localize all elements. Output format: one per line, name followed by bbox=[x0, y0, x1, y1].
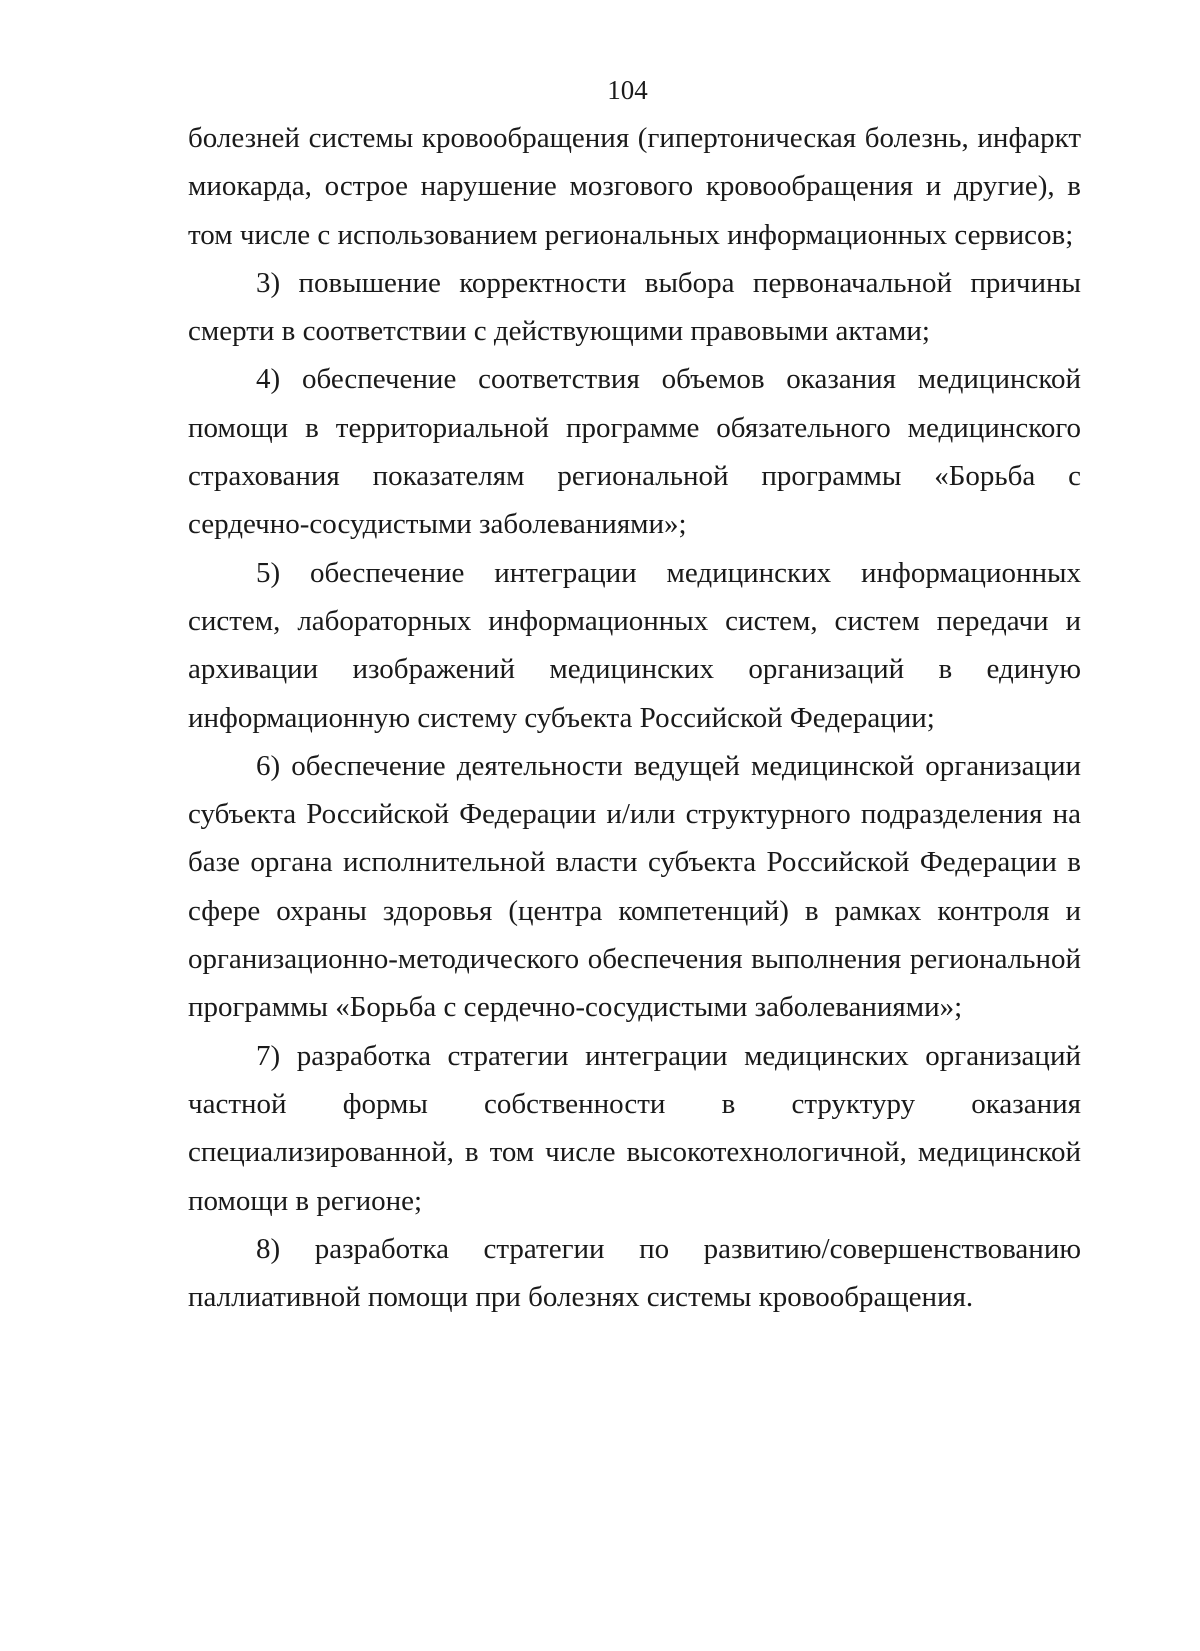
list-item-5: 5) обеспечение интеграции медицинских информационных систем, лабораторных информационных систем, систем передачи и архивации изображений медицинских организаций в единую информационную систему субъекта Российской Федерации; bbox=[188, 556, 1081, 734]
list-item-3: 3) повышение корректности выбора первоначальной причины смерти в соответствии с действующими правовыми актами; bbox=[188, 266, 1081, 348]
list-item-8: 8) разработка стратегии по развитию/совершенствованию паллиативной помощи при болезнях системы кровообращения. bbox=[188, 1232, 1081, 1314]
list-item-7: 7) разработка стратегии интеграции медицинских организаций частной формы собственности в структуру оказания специализированной, в том числе высокотехнологичной, медицинской помощи в регионе; bbox=[188, 1039, 1081, 1217]
document-body bbox=[188, 114, 1081, 1321]
list-item-4: 4) обеспечение соответствия объемов оказания медицинской помощи в территориальной программе обязательного медицинского страхования показателям региональной программы «Борьба с сердечно-сосудистыми заболеваниями»; bbox=[188, 363, 1081, 541]
page-number: 104 bbox=[607, 75, 648, 105]
list-item-6: 6) обеспечение деятельности ведущей медицинской организации субъекта Российской Федерации и/или структурного подразделения на базе органа исполнительной власти субъекта Российской Федерации в сфере охраны здоровья (центра компетенций) в рамках контроля и организационно-методического обеспечения выполнения региональной программы «Борьба с сердечно-сосудистыми заболеваниями»; bbox=[188, 749, 1081, 1024]
paragraph-continuation: болезней системы кровообращения (гипертоническая болезнь, инфаркт миокарда, острое нарушение мозгового кровообращения и другие), в том числе с использованием региональных информационных сервисов; bbox=[188, 122, 1081, 251]
